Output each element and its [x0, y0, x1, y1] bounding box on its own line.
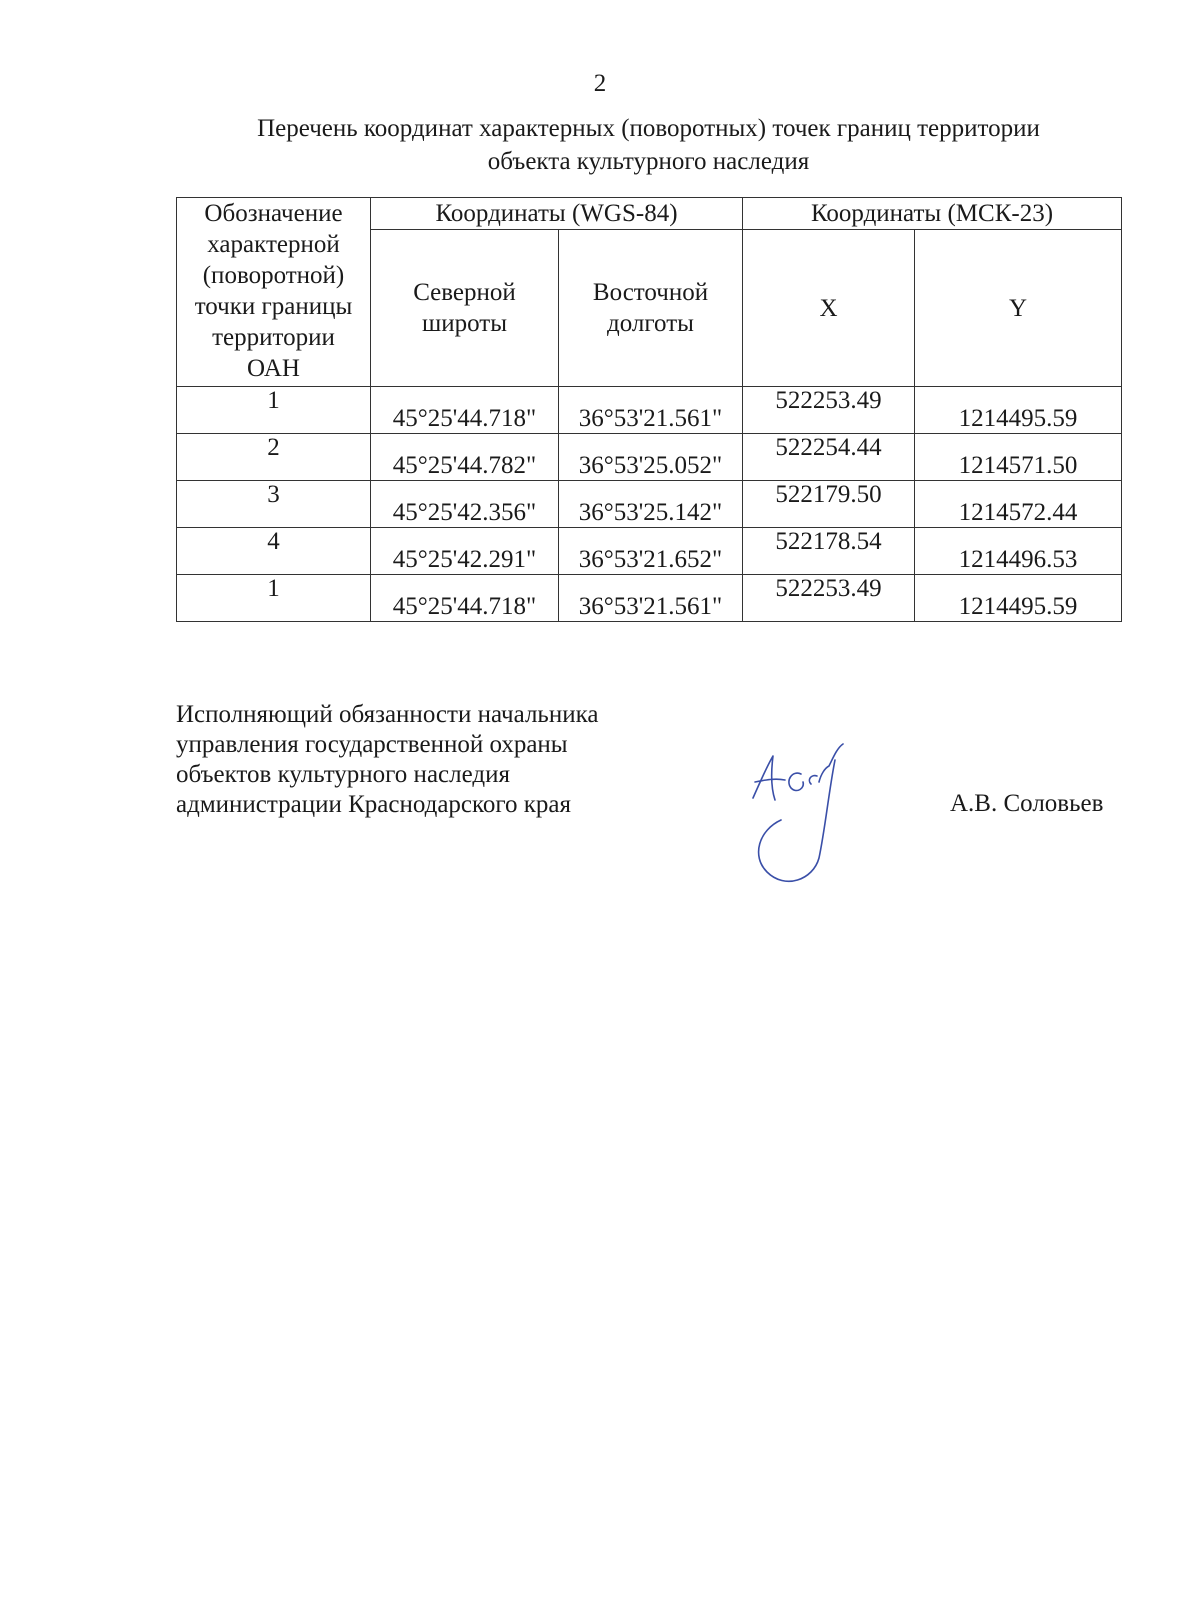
- header-longitude: Восточной долготы: [559, 230, 743, 387]
- cell-longitude: 36°53'25.142": [559, 481, 743, 528]
- cell-latitude: 45°25'44.718": [371, 575, 559, 622]
- coordinates-table: [176, 197, 1122, 622]
- cell-point: 4: [177, 528, 371, 575]
- cell-y: 1214571.50: [915, 434, 1122, 481]
- signatory-position-line: объектов культурного наследия: [176, 761, 510, 788]
- cell-longitude: 36°53'21.561": [559, 387, 743, 434]
- cell-x: 522253.49: [743, 387, 915, 434]
- cell-x: 522253.49: [743, 575, 915, 622]
- cell-x: 522254.44: [743, 434, 915, 481]
- header-x: X: [743, 230, 915, 387]
- cell-point: 2: [177, 434, 371, 481]
- table-row: [177, 481, 1122, 528]
- document-title-line-2: объекта культурного наследия: [487, 148, 810, 175]
- signatory-position-line: управления государственной охраны: [176, 731, 568, 758]
- page-number: 2: [593, 70, 607, 97]
- cell-x: 522179.50: [743, 481, 915, 528]
- header-msk23-group: Координаты (МСК-23): [743, 198, 1122, 230]
- document-title: [176, 112, 1121, 178]
- cell-point: 1: [177, 575, 371, 622]
- header-latitude: Северной широты: [371, 230, 559, 387]
- table-row: [177, 387, 1122, 434]
- cell-longitude: 36°53'21.561": [559, 575, 743, 622]
- table-row: [177, 575, 1122, 622]
- table-row: [177, 528, 1122, 575]
- cell-longitude: 36°53'25.052": [559, 434, 743, 481]
- signatory-position-line: администрации Краснодарского края: [176, 791, 572, 818]
- table-row: [177, 434, 1122, 481]
- cell-point: 3: [177, 481, 371, 528]
- header-point-designation: Обозначение характерной (поворотной) точки границы территории ОАН: [177, 198, 371, 387]
- header-y: Y: [915, 230, 1122, 387]
- signatory-position: [176, 700, 598, 820]
- cell-y: 1214495.59: [915, 387, 1122, 434]
- cell-y: 1214496.53: [915, 528, 1122, 575]
- signatory-name: А.В. Соловьев: [950, 790, 1104, 817]
- cell-x: 522178.54: [743, 528, 915, 575]
- handwritten-signature: [745, 740, 875, 890]
- cell-longitude: 36°53'21.652": [559, 528, 743, 575]
- cell-latitude: 45°25'42.356": [371, 481, 559, 528]
- cell-latitude: 45°25'44.782": [371, 434, 559, 481]
- cell-latitude: 45°25'44.718": [371, 387, 559, 434]
- cell-latitude: 45°25'42.291": [371, 528, 559, 575]
- header-wgs84-group: Координаты (WGS-84): [371, 198, 743, 230]
- document-title-line-1: Перечень координат характерных (поворотных) точек границ территории: [257, 115, 1040, 142]
- cell-y: 1214495.59: [915, 575, 1122, 622]
- cell-point: 1: [177, 387, 371, 434]
- signatory-position-line: Исполняющий обязанности начальника: [176, 701, 599, 728]
- cell-y: 1214572.44: [915, 481, 1122, 528]
